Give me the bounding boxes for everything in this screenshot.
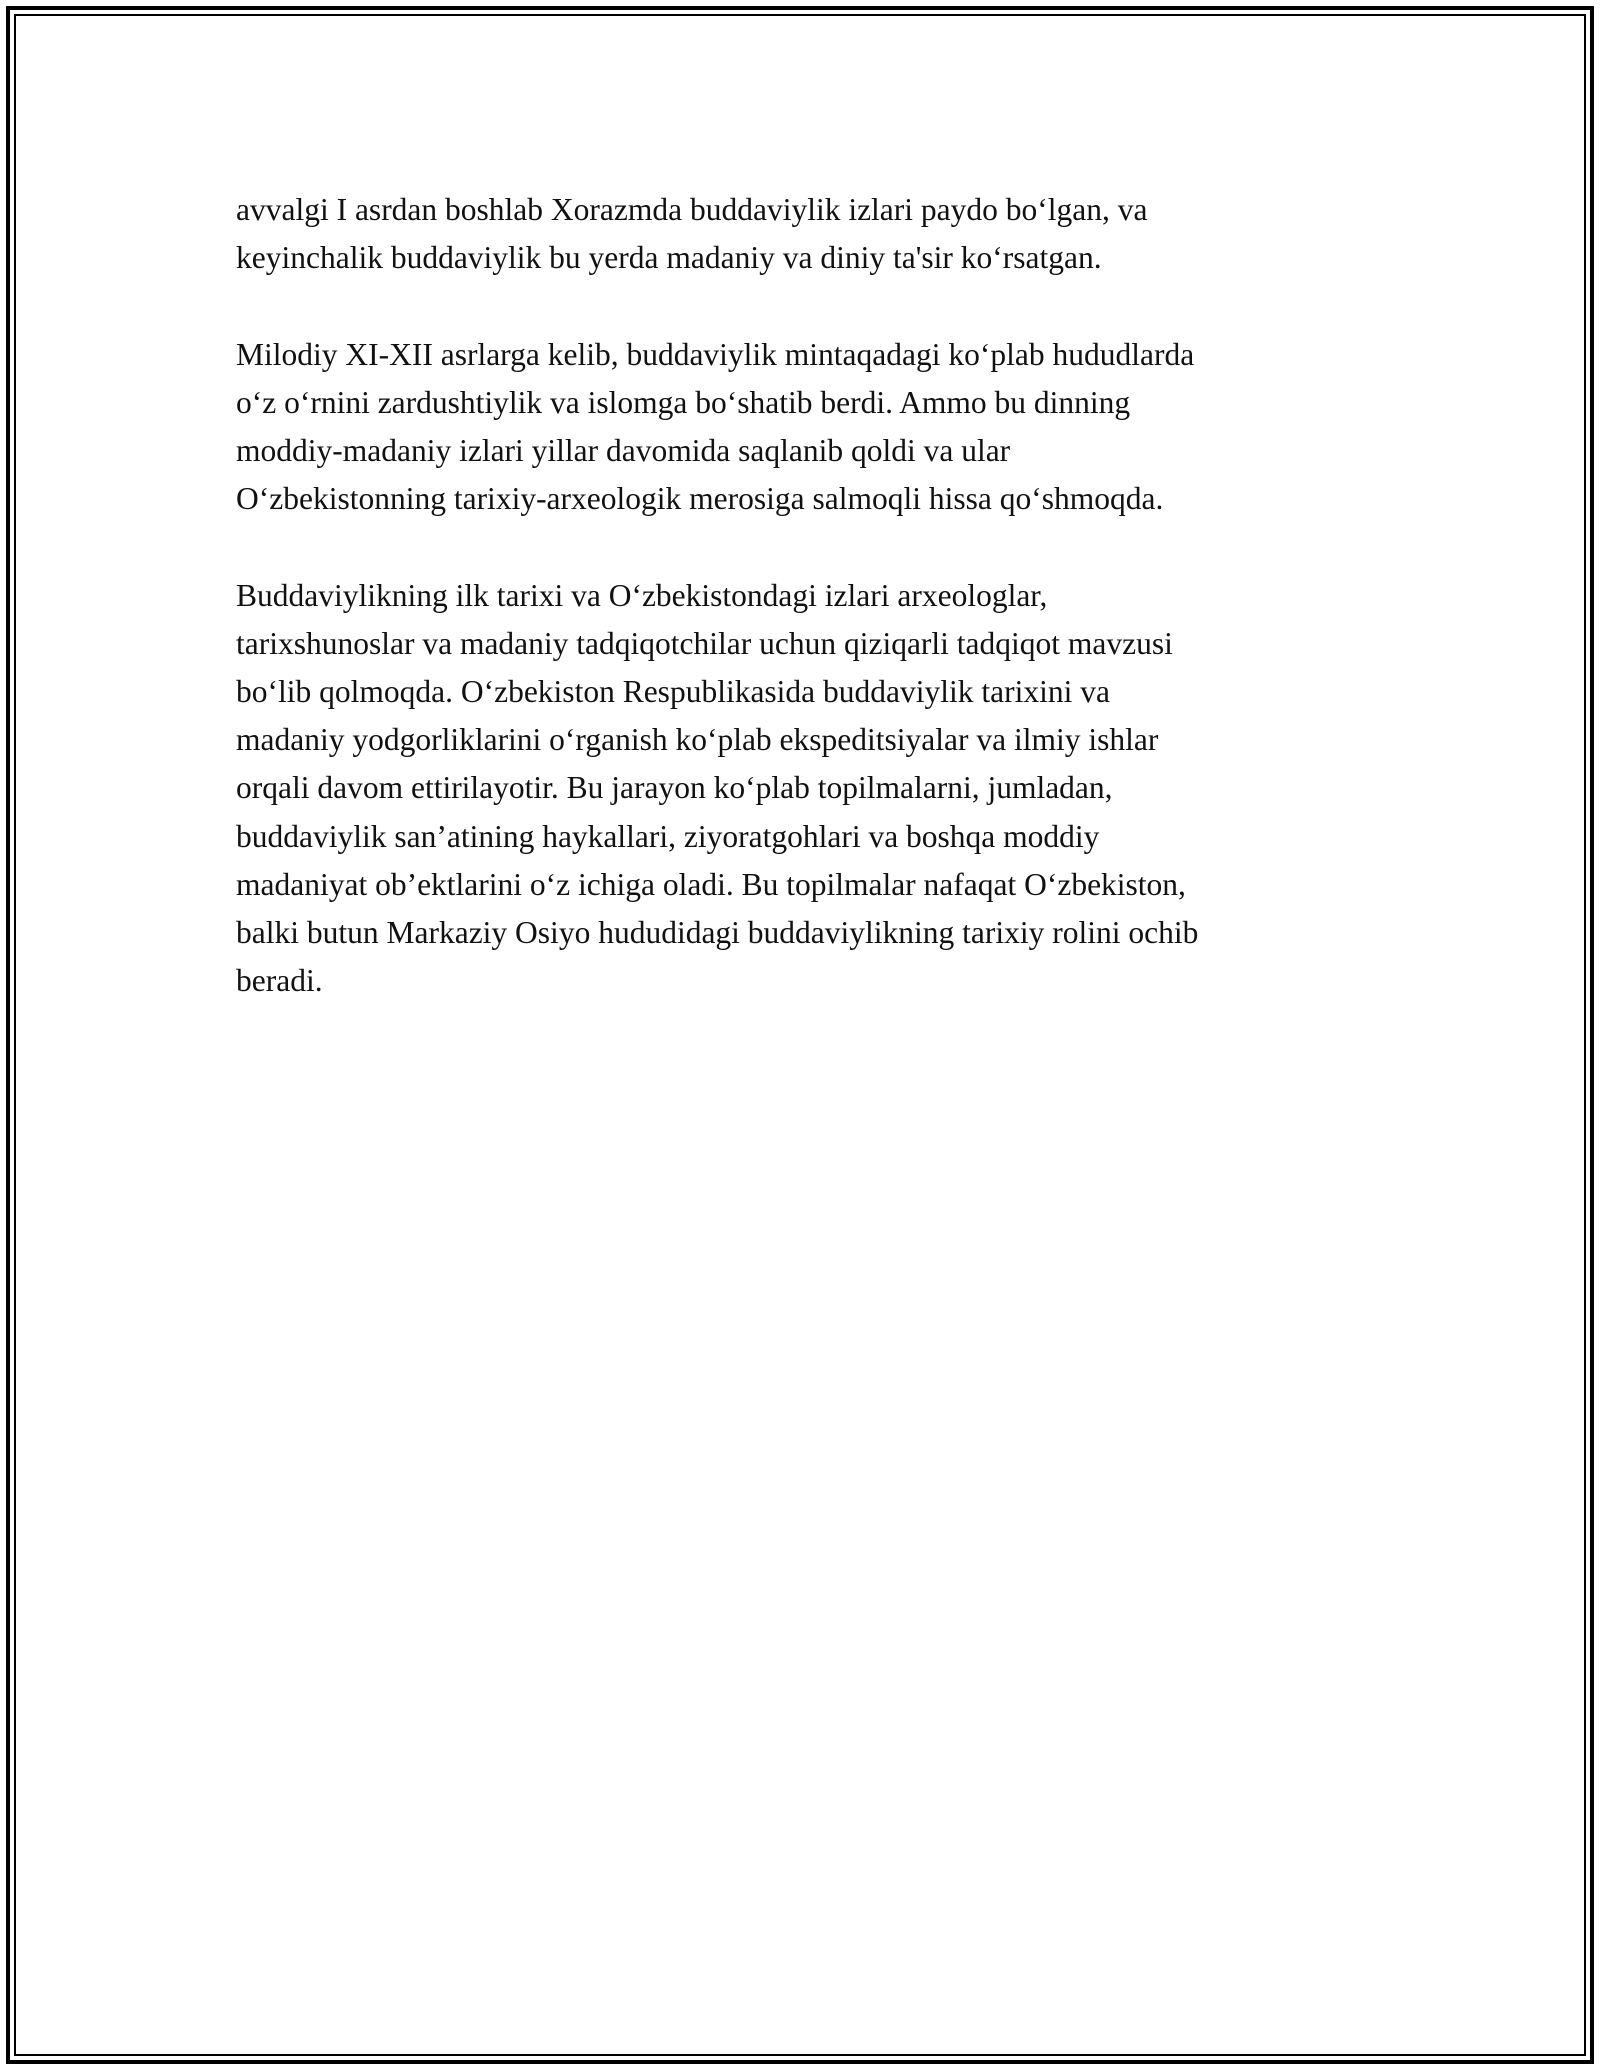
- text-line: balki butun Markaziy Osiyo hududidagi buddaviylikning tarixiy rolini ochib: [236, 915, 1199, 951]
- text-line: orqali davom ettirilayotir. Bu jarayon ko‘plab topilmalarni, jumladan,: [236, 770, 1113, 806]
- text-line: bo‘lib qolmoqda. O‘zbekiston Respublikasida buddaviylik tarixini va: [236, 674, 1110, 709]
- text-line: tarixshunoslar va madaniy tadqiqotchilar uchun qiziqarli tadqiqot mavzusi: [236, 625, 1173, 661]
- text-line: keyinchalik buddaviylik bu yerda madaniy va diniy ta'sir ko‘rsatgan.: [236, 240, 1102, 276]
- text-line: moddiy-madaniy izlari yillar davomida saqlanib qoldi va ular: [236, 433, 1011, 468]
- text-line: o‘z o‘rnini zardushtiylik va islomga bo‘shatib berdi. Ammo bu dinning: [236, 384, 1131, 420]
- text-line: Milodiy XI-XII asrlarga kelib, buddaviylik mintaqadagi ko‘plab hududlarda: [236, 336, 1195, 372]
- text-line: Buddaviylikning ilk tarixi va O‘zbekistondagi izlari arxeologlar,: [236, 577, 1048, 613]
- text-line: beradi.: [236, 963, 323, 999]
- text-line: madaniyat ob’ektlarini o‘z ichiga oladi. Bu topilmalar nafaqat O‘zbekiston,: [236, 866, 1186, 902]
- paragraph-3: [236, 572, 1366, 1006]
- paragraph-2: [236, 331, 1366, 524]
- text-line: O‘zbekistonning tarixiy-arxeologik merosiga salmoqli hissa qo‘shmoqda.: [236, 481, 1164, 517]
- text-line: avvalgi I asrdan boshlab Xorazmda buddaviylik izlari paydo bo‘lgan, va: [236, 192, 1148, 227]
- paragraph-1: [236, 186, 1366, 282]
- text-line: buddaviylik san’atining haykallari, ziyoratgohlari va boshqa moddiy: [236, 818, 1100, 854]
- text-line: madaniy yodgorliklarini o‘rganish ko‘plab ekspeditsiyalar va ilmiy ishlar: [236, 722, 1159, 758]
- document-body: [236, 186, 1366, 1054]
